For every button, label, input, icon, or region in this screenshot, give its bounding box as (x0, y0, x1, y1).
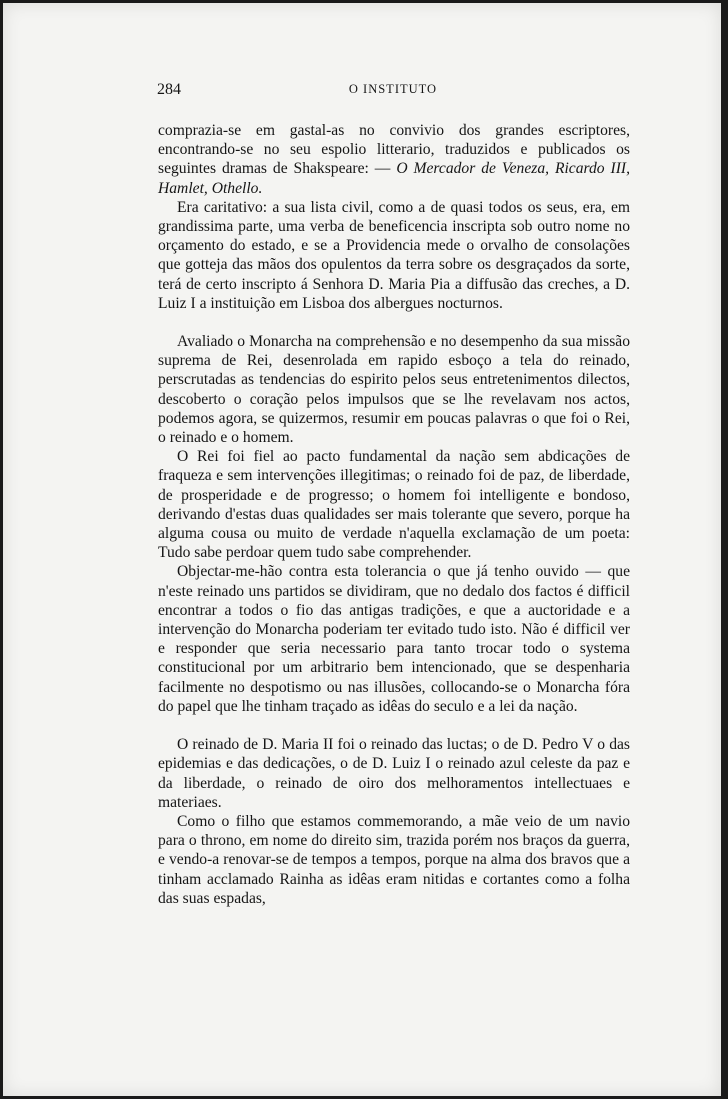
paragraph-reigns: O reinado de D. Maria II foi o reinado das luctas; o de D. Pedro V o das epidemias e das dedicações, o de D. Luiz I o reinado azul celeste da paz e da liberdade, o reinado de oiro dos melhoramentos intellectuaes e materiaes. (158, 736, 630, 811)
paragraph-mother: Como o filho que estamos commemorando, a mãe veio de um navio para o throno, em nome do direito sim, trazida porém nos braços da guerra, e vendo-a renovar-se de tempos a tempos, porque na alma dos bravos que a tinham acclamado Rainha as idêas eram nitidas e cortantes como a folha das suas espadas, (158, 812, 630, 907)
paragraph-evaluation: Avaliado o Monarcha na comprehensão e no desempenho da sua missão suprema de Rei, desenrolada em rapido esboço a tela do reinado, perscrutadas as tendencias do espirito pelos seus entretenimentos dilectos, descoberto o coração pelos impulsos que se lhe revelavam nos actos, podemos agora, se quizermos, resumir em poucas palavras o que foi o Rei, o reinado e o homem. (158, 333, 630, 447)
play-titles: O Mercador de Veneza, Ricardo III, Hamlet, Othello. (158, 160, 630, 197)
paragraph-charity: Era caritativo: a sua lista civil, como a de quasi todos os seus, era, em grandissima parte, uma verba de beneficencia inscripta sob outro nome no orçamento do estado, e se a Providencia mede o orvalho de consolações que gotteja das mãos dos opulentos da terra sobre os desgraçados da sorte, terá de certo inscripto á Senhora D. Maria Pia a diffusão das creches, a D. Luiz I a instituição em Lisboa dos albergues nocturnos. (158, 198, 630, 312)
body-text (158, 121, 630, 908)
paragraph-king-faithful: O Rei foi fiel ao pacto fundamental da nação sem abdicações de fraqueza e sem intervenções illegitimas; o reinado foi de paz, de liberdade, de prosperidade e de progresso; o homem foi intelligente e bondoso, derivando d'estas duas qualidades ser mais tolerante que severo, porque ha alguma cousa ou muito de verdade n'aquella exclamação de um poeta: Tudo sabe perdoar quem tudo sabe comprehender. (158, 448, 630, 562)
running-title: O INSTITUTO (348, 82, 438, 96)
book-page (3, 3, 721, 1096)
paragraph-continuation (158, 121, 630, 198)
paragraph-objection: Objectar-me-hão contra esta tolerancia o que já tenho ouvido — que n'este reinado uns partidos se dividiram, que no dedalo dos factos é difficil encontrar a todos o fio das antigas tradições, e que a auctoridade e a intervenção do Monarcha poderiam ter evitado tudo isto. Não é difficil ver e responder que seria necessario para tanto trocar todo o systema constitucional por um arbitrario bem intencionado, que se despenharia facilmente no despotismo ou nas illusões, collocando-se o Monarcha fóra do papel que lhe tinham traçado as idêas do seculo e a lei da nação. (158, 563, 630, 715)
page-number: 284 (157, 81, 181, 98)
paragraph-text: comprazia-se em gastal-as no convivio dos grandes escriptores, encontrando-se no seu espolio litterario, traduzidos e publicados os seguintes dramas de Shakspeare: — (158, 122, 630, 178)
